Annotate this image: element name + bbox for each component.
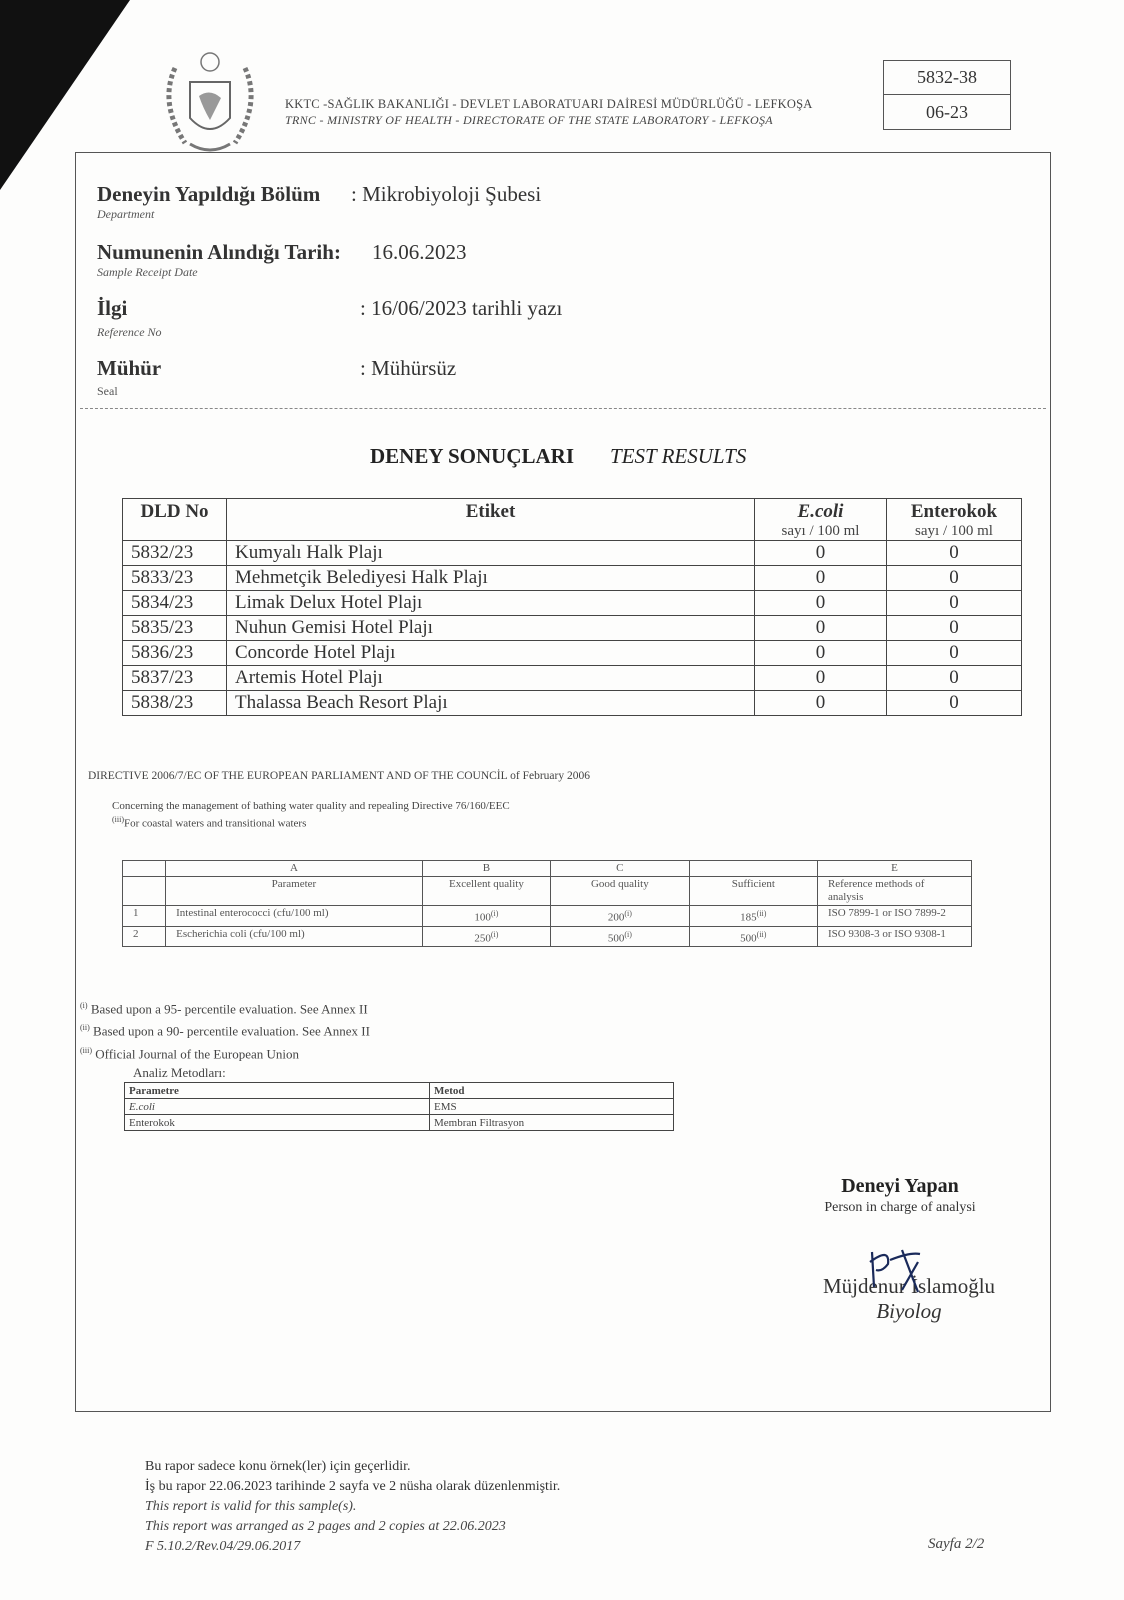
ecoli-count: 0 (755, 566, 887, 591)
sup: (i) (624, 909, 632, 918)
table-row (123, 691, 1022, 716)
label: Kumyalı Halk Plajı (227, 541, 755, 566)
results-table (122, 498, 1022, 716)
text: Based upon a 90- percentile evaluation. See Annex II (93, 1023, 370, 1039)
methods-table (124, 1082, 674, 1131)
field-department (97, 182, 320, 222)
ecoli-count: 0 (755, 616, 887, 641)
sup: (i) (490, 909, 499, 918)
footnote (80, 1018, 370, 1040)
directive-table (122, 860, 972, 947)
ecoli-count: 0 (755, 691, 887, 716)
entero-count: 0 (887, 691, 1022, 716)
entero-label: Enterokok (910, 501, 998, 522)
cell: C (551, 861, 690, 877)
cell: A (166, 861, 423, 877)
value: 100 (474, 911, 491, 924)
footer-line: İş bu rapor 22.06.2023 tarihinde 2 sayfa ve 2 nüsha olarak düzenlenmiştir. (145, 1479, 561, 1494)
signer-role: Biyolog (876, 1299, 942, 1323)
value: ISO 7899-1 or ISO 7899-2 (827, 907, 946, 919)
value: 500 (740, 932, 757, 945)
table-row (123, 666, 1022, 691)
label: Nuhun Gemisi Hotel Plajı (227, 616, 755, 641)
directive-title: DIRECTIVE 2006/7/EC OF THE EUROPEAN PARLIAMENT AND OF THE COUNCİL of February 2006 (88, 770, 590, 782)
entero-count: 0 (887, 591, 1022, 616)
col-letters (123, 861, 972, 877)
cell (689, 906, 817, 927)
text: For coastal waters and transitional waters (124, 817, 307, 830)
cell (689, 861, 817, 877)
value: 200 (607, 911, 625, 924)
directive-line1: Concerning the management of bathing water quality and repealing Directive 76/160/EEC (112, 800, 510, 812)
handwritten-signature (860, 1242, 960, 1302)
title-en: TEST RESULTS (610, 444, 747, 468)
value: Escherichia coli (cfu/100 ml) (176, 927, 305, 940)
ref-top: 5832-38 (884, 61, 1010, 95)
dld-no: 5836/23 (123, 641, 227, 666)
cell: E.coli (125, 1099, 430, 1115)
label: Thalassa Beach Resort Plajı (227, 691, 755, 716)
dld-no: 5838/23 (123, 691, 227, 716)
table-row (123, 591, 1022, 616)
sup: (iii) (80, 1045, 92, 1055)
footnote (80, 996, 370, 1018)
cell (551, 926, 690, 947)
dld-no: 5835/23 (123, 616, 227, 641)
methods-title: Analiz Metodları: (133, 1065, 226, 1080)
signer-name: Müjdenur İslamoğlu (822, 1274, 996, 1298)
sup: (ii) (756, 929, 767, 939)
cell (123, 906, 166, 927)
directive-desc (112, 800, 510, 831)
label: Artemis Hotel Plajı (227, 666, 755, 691)
dld-no: 5834/23 (123, 591, 227, 616)
table-row (125, 1115, 674, 1131)
value: 2 (133, 927, 139, 940)
sup: (ii) (756, 909, 767, 918)
entero-count: 0 (887, 541, 1022, 566)
field-reference (97, 296, 162, 340)
footer-line: Bu rapor sadece konu örnek(ler) için geçerlidir. (145, 1459, 411, 1474)
directive-line2 (112, 813, 510, 831)
dld-no: 5833/23 (123, 566, 227, 591)
sup: (i) (80, 1001, 88, 1010)
label: Limak Delux Hotel Plajı (227, 591, 755, 616)
field-sub: Sample Receipt Date (97, 265, 198, 279)
entero-count: 0 (887, 666, 1022, 691)
ecoli-count: 0 (755, 666, 887, 691)
cell: Reference methods of analysis (817, 877, 971, 906)
field-value: : 16/06/2023 tarihli yazı (360, 296, 563, 320)
field-label: Deneyin Yapıldığı Bölüm (97, 182, 321, 206)
table-row (123, 541, 1022, 566)
cell: Parametre (125, 1083, 430, 1099)
table-row (125, 1099, 674, 1115)
cell (422, 926, 550, 947)
header-tr: KKTC -SAĞLIK BAKANLIĞI - DEVLET LABORATUARI DAİRESİ MÜDÜRLÜĞÜ - LEFKOŞA (285, 97, 813, 111)
field-value: : Mikrobiyoloji Şubesi (351, 182, 542, 206)
sup: (i) (490, 929, 499, 939)
label: Mehmetçik Belediyesi Halk Plajı (227, 566, 755, 591)
field-sub: Seal (97, 384, 118, 398)
cell (817, 926, 971, 947)
footnote (80, 1041, 370, 1063)
entero-count: 0 (887, 616, 1022, 641)
value: 500 (607, 932, 625, 945)
field-sub: Department (97, 207, 155, 221)
table-row (123, 906, 972, 927)
label: Concorde Hotel Plajı (227, 641, 755, 666)
cell (166, 926, 423, 947)
entero-count: 0 (887, 641, 1022, 666)
divider (80, 408, 1046, 409)
header-en: TRNC - MINISTRY OF HEALTH - DIRECTORATE OF THE STATE LABORATORY - LEFKOŞA (285, 113, 773, 127)
cell (422, 906, 550, 927)
cell: Parameter (166, 877, 423, 906)
field-label: Numunenin Alındığı Tarih: (97, 240, 341, 264)
footer (145, 1457, 560, 1557)
ecoli-count: 0 (755, 591, 887, 616)
cell: Metod (430, 1083, 674, 1099)
cell (123, 926, 166, 947)
unit: sayı / 100 ml (781, 523, 860, 539)
sup: (ii) (80, 1023, 90, 1033)
table-header (125, 1083, 674, 1099)
table-row (123, 641, 1022, 666)
footer-line: This report is valid for this sample(s). (145, 1499, 357, 1514)
cell: Enterokok (125, 1115, 430, 1131)
field-sub: Reference No (97, 325, 162, 339)
cell: EMS (430, 1099, 674, 1115)
field-value: 16.06.2023 (372, 240, 467, 264)
table-row (123, 926, 972, 947)
footnotes (80, 996, 370, 1063)
value: Intestinal enterococci (cfu/100 ml) (176, 907, 329, 919)
field-label: İlgi (97, 296, 128, 320)
col-label: Etiket (227, 499, 755, 541)
ref-bottom: 06-23 (926, 101, 968, 122)
field-value: : Mühürsüz (360, 356, 457, 380)
form-code: F 5.10.2/Rev.04/29.06.2017 (145, 1539, 301, 1554)
state-emblem-logo (155, 48, 265, 156)
page-number: Sayfa 2/2 (928, 1536, 985, 1552)
cell: B (422, 861, 550, 877)
dld-no: 5832/23 (123, 541, 227, 566)
field-date (97, 240, 341, 280)
ecoli-count: 0 (755, 641, 887, 666)
field-seal (97, 356, 161, 399)
col-ecoli (755, 499, 887, 541)
col-dld: DLD No (123, 499, 227, 541)
value: ISO 9308-3 or ISO 9308-1 (827, 927, 946, 940)
cell (689, 926, 817, 947)
dld-no: 5837/23 (123, 666, 227, 691)
ecoli-label: E.coli (797, 501, 844, 522)
cell: Good quality (551, 877, 690, 906)
cell: Excellent quality (422, 877, 550, 906)
text: Official Journal of the European Union (95, 1045, 299, 1061)
sup: (iii) (112, 815, 124, 824)
value: 185 (740, 911, 757, 924)
value: 250 (474, 932, 491, 945)
entero-count: 0 (887, 566, 1022, 591)
table-row (123, 566, 1022, 591)
table-header (123, 499, 1022, 541)
col-heads (123, 877, 972, 906)
sup: (i) (624, 929, 632, 939)
col-entero (887, 499, 1022, 541)
text: Based upon a 95- percentile evaluation. See Annex II (90, 1001, 368, 1017)
signature-subtitle: Person in charge of analysi (824, 1200, 976, 1215)
footer-line: This report was arranged as 2 pages and 2 copies at 22.06.2023 (145, 1519, 506, 1534)
cell: E (817, 861, 971, 877)
field-label: Mühür (97, 356, 162, 380)
cell (817, 906, 971, 927)
results-title (370, 444, 746, 469)
signature-title: Deneyi Yapan (841, 1175, 959, 1197)
unit: sayı / 100 ml (915, 523, 993, 539)
ecoli-count: 0 (755, 541, 887, 566)
cell (166, 906, 423, 927)
cell: Membran Filtrasyon (430, 1115, 674, 1131)
cell: Sufficient (689, 877, 817, 906)
cell (551, 906, 690, 927)
table-row (123, 616, 1022, 641)
reference-box (883, 60, 1011, 130)
title-tr: DENEY SONUÇLARI (370, 444, 575, 468)
value: 1 (133, 907, 139, 919)
